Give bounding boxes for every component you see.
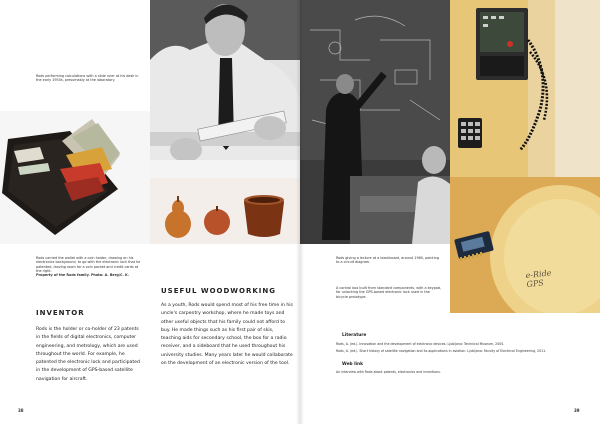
inventor-text: Rods is the holder or co-holder of 23 patents in the fields of digital electronics, computer engineering, and metrology, which are used throughout the world. For example, he patented the electronic lock and participated in the development of GPS-based satellite navigation for aircraft. [36,327,140,382]
literature-heading: Literature [342,333,367,338]
caption-mid-left-credit: Property of the Rods family. Photo: A. Berg/C. K. [36,273,129,278]
weblink-item-1[interactable]: An interview with Rods about patents, electronics and inventions. [336,370,441,374]
caption-right-2: A control box built from standard components, with a keypad, for unlocking the GPS-based electronic lock used in the bicycle prototype. [336,286,442,299]
caption-mid-left [36,256,142,277]
gps-handwritten-label: e-Ride GPS [525,268,552,290]
literature-section [336,333,586,375]
page-number-left: 38 [18,408,24,413]
page-number-right: 39 [574,408,580,413]
right-edge-strip [555,0,600,177]
photo-wallet [0,111,150,244]
photo-control-box [450,0,555,177]
caption-top-left: Rods performing calculations with a slide ruler at his desk in the early 1950s, presumably at the laboratory. [36,74,139,83]
woodworking-heading: USEFUL WOODWORKING [161,287,276,295]
literature-item-2: Rods, A. (ed.). Short history of satellite navigation and its applications in aviation. Ljubljana: Faculty of Electrical Engineering, 2011. [336,349,547,353]
inventor-heading: INVENTOR [36,309,85,317]
gutter-shadow [296,0,304,424]
photo-wooden-objects [150,178,300,244]
caption-mid-left-text: Rods carried the wallet with a coin holder, drawing on his electronics background, to go with the electronic lock that he patented, leaving room for a coin pocket and credit cards at the right. [36,256,141,273]
literature-item-1: Rods, A. (ed.). Innovation and the development of electronic devices. Ljubljana: Technical Museum, 2005. [336,342,505,346]
woodworking-text: As a youth, Rods would spend most of his free time in his uncle's carpentry workshop, where he made toys and other useful objects that his family could not afford to buy. He made things such as his first pair of skis, teaching aids for secondary school, the box for a radio receiver, and a sideboard that he used throughout his university studies. Many years later he would collaborate on the development of an electronic version of the tool. [161,303,293,367]
caption-right-1: Rods giving a lecture at a blackboard, around 1960, pointing to a circuit diagram. [336,256,439,265]
photo-slide-rule [150,0,300,178]
weblink-heading: Web link [342,362,363,367]
photo-blackboard [300,0,450,244]
photo-gps-device [450,177,600,313]
